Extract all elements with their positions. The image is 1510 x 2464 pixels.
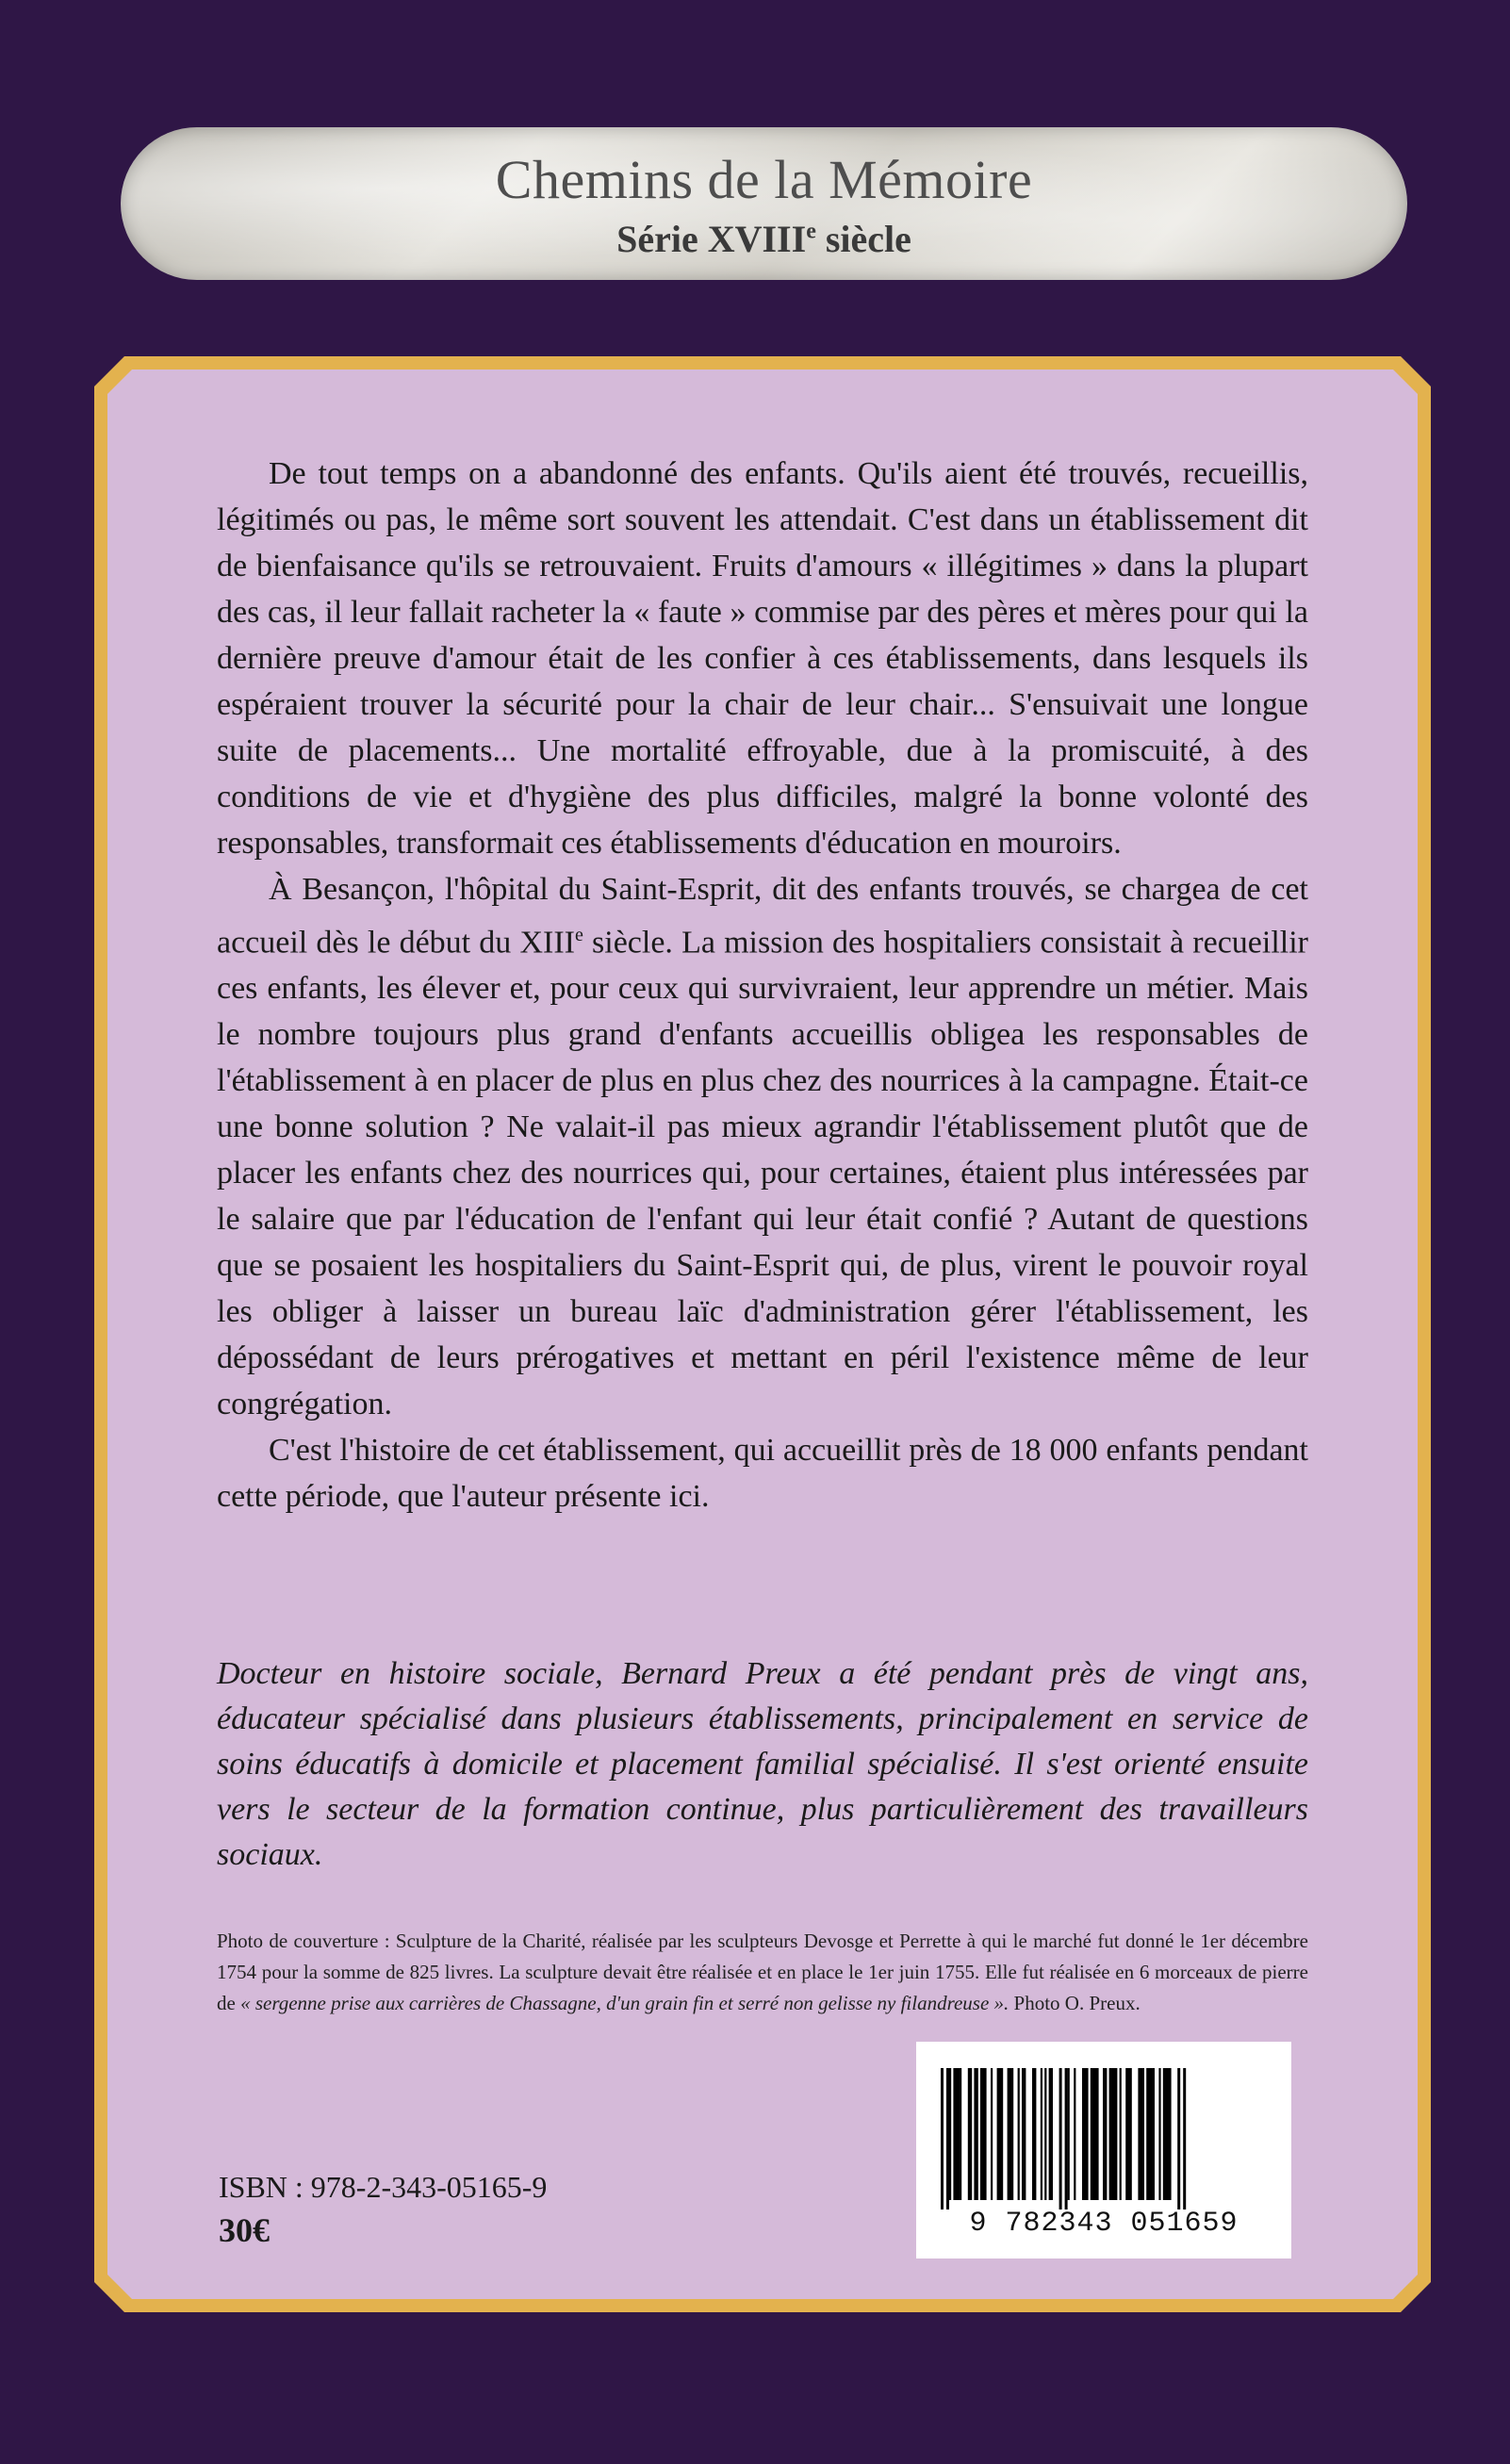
series-banner <box>121 127 1407 280</box>
summary-paragraph-2-start: À Besançon, l'hôpital du Saint-Esprit, dit des enfants trouvés, se chargea de cet accueil dès le début du XIII <box>217 872 1308 961</box>
book-summary <box>217 451 1308 1519</box>
series-subtitle-superscript: e <box>806 219 816 244</box>
series-subtitle-suffix: siècle <box>815 218 911 260</box>
summary-paragraph-3: C'est l'histoire de cet établissement, qui accueillit près de 18 000 enfants pendant cette période, que l'auteur présente ici. <box>217 1433 1308 1515</box>
series-subtitle <box>121 217 1407 261</box>
photo-credit-quote: « sergenne prise aux carrières de Chassagne, d'un grain fin et serré non gelisse ny filandreuse ». <box>240 1992 1009 2014</box>
price: 30€ <box>219 2211 270 2249</box>
series-title: Chemins de la Mémoire <box>495 149 1033 210</box>
series-subtitle-prefix: Série XVIII <box>616 218 807 260</box>
summary-paragraph-2 <box>217 866 1308 1427</box>
barcode-digits: 9 782343 051659 <box>969 2208 1239 2240</box>
summary-paragraph-2-superscript: e <box>574 925 583 945</box>
photo-credit-text: Photo de couverture : Sculpture de la Charité, réalisée par les sculpteurs Devosge et Perrette à qui le marché fut donné le 1er décembre 1754 pour la somme de 825 livres. La sculpture devait être réalisée et en place le 1er juin 1755. Elle fut réalisée en 6 morceaux de pierre de <box>217 1930 1308 2014</box>
author-bio: Docteur en histoire sociale, Bernard Preux a été pendant près de vingt ans, éducateur spécialisé dans plusieurs établissements, principalement en service de soins éducatifs à domicile et placement familial spécialisé. Il s'est orienté ensuite vers le secteur de la formation continue, plus particulièrement des travailleurs sociaux. <box>217 1656 1308 1872</box>
photo-credit-photographer: Photo O. Preux. <box>1009 1992 1141 2014</box>
summary-paragraph-2-end: siècle. La mission des hospitaliers consistait à recueillir ces enfants, les élever et, pour ceux qui survivraient, leur apprendre un métier. Mais le nombre toujours plus grand d'enfants accueillis obligea les responsables de l'établissement à en placer de plus en plus chez des nourrices à la campagne. Était-ce une bonne solution ? Ne valait-il pas mieux agrandir l'établissement plutôt que de placer les enfants chez des nourrices qui, pour certaines, étaient plus intéressées par le salaire que par l'éducation de l'enfant qui leur était confié ? Autant de questions que se posaient les hospitaliers du Saint-Esprit qui, de plus, virent le pouvoir royal les obliger à laisser un bureau laïc d'administration gérer l'établissement, les dépossédant de leurs prérogatives et mettant en péril l'existence même de leur congrégation. <box>217 925 1308 1422</box>
isbn: ISBN : 978-2-343-05165-9 <box>219 2170 548 2204</box>
photo-credit <box>217 1926 1308 2019</box>
barcode <box>916 2042 1291 2259</box>
summary-paragraph-1: De tout temps on a abandonné des enfants. Qu'ils aient été trouvés, recueillis, légitimés ou pas, le même sort souvent les attendait. C'est dans un établissement dit de bienfaisance qu'ils se retrouvaient. Fruits d'amours « illégitimes » dans la plupart des cas, il leur fallait racheter la « faute » commise par des pères et mères pour qui la dernière preuve d'amour était de les confier à ces établissements, dans lesquels ils espéraient trouver la sécurité pour la chair de leur chair... S'ensuivait une longue suite de placements... Une mortalité effroyable, due à la promiscuité, à des conditions de vie et d'hygiène des plus difficiles, malgré la bonne volonté des responsables, transformait ces établissements d'éducation en mouroirs. <box>217 456 1308 861</box>
barcode-bars <box>937 2068 1271 2209</box>
